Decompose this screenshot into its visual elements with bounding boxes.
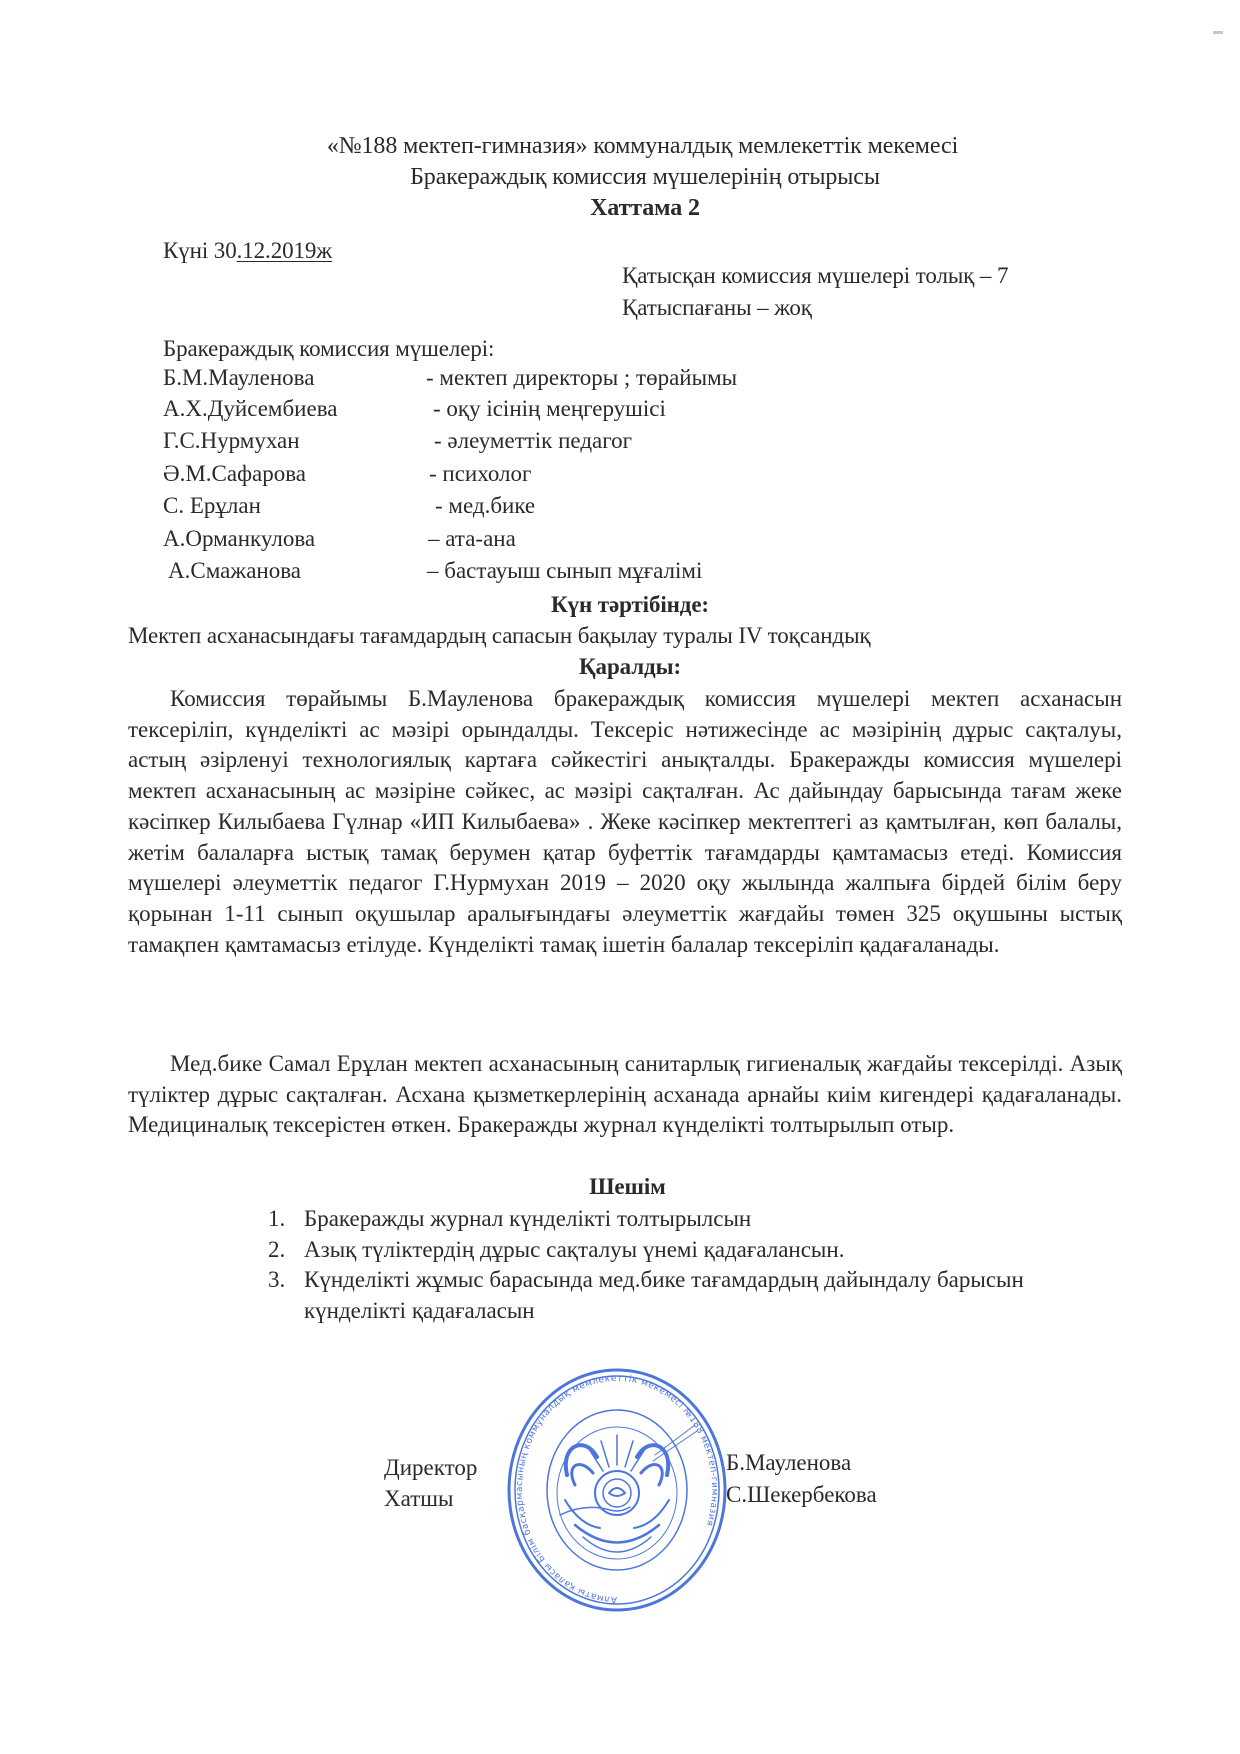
scan-mark — [1213, 31, 1223, 34]
date-value: .12.2019ж — [236, 238, 333, 263]
member-name: Г.С.Нурмухан — [163, 428, 300, 453]
member-name: С. Ерұлан — [163, 493, 261, 518]
member-name: А.Х.Дуйсембиева — [163, 396, 338, 421]
member-role: - мектеп директоры ; төрайымы — [426, 365, 738, 390]
item-text: Бракеражды журнал күнделікті толтырылсын — [304, 1206, 752, 1231]
meeting-title: Бракераждық комиссия мүшелерінің отырысы — [410, 164, 880, 190]
director-label: Директор — [384, 1455, 478, 1480]
members-heading: Бракераждық комиссия мүшелері: — [163, 336, 495, 361]
considered-paragraph-1 — [128, 684, 1122, 960]
member-name: Б.М.Мауленова — [163, 365, 315, 390]
member-role: - мед.бике — [435, 493, 536, 518]
protocol-title: Хаттама 2 — [590, 195, 700, 221]
item-number: 2. — [268, 1236, 286, 1262]
director-name: Б.Мауленова — [726, 1450, 852, 1475]
item-text: Күнделікті жұмыс барасында мед.бике тағамдардың дайындалу барысын күнделікті қадағаласын — [304, 1267, 1024, 1323]
paragraph-text: Мед.бике Самал Ерұлан мектеп асханасының санитарлық гигиеналық жағдайы тексерілді. Азық түліктер дұрыс сақталған. Асхана қызметкерлерінің асханада арнайы киім кигендері қадағаланады. Медициналық тексерістен өткен. Бракеражды журнал күнделікті толтырылып отыр. — [128, 1051, 1122, 1138]
member-name: Ә.М.Сафарова — [163, 461, 306, 486]
decision-item — [268, 1204, 1098, 1235]
agenda-heading: Күн тәртібінде: — [550, 592, 709, 617]
member-role: - оқу ісінің меңгерушісі — [433, 396, 666, 421]
member-role: – ата-ана — [428, 526, 516, 551]
meeting-date — [163, 236, 332, 266]
institution-title: «№188 мектеп-гимназия» коммуналдық мемлекеттік мекемесі — [326, 133, 959, 159]
considered-heading: Қаралды: — [578, 654, 682, 679]
attendance-absent: Қатыспағаны – жоқ — [622, 295, 812, 320]
date-label: Күні 30 — [163, 238, 237, 263]
decision-heading: Шешім — [589, 1174, 666, 1199]
agenda-text: Мектеп асханасындағы тағамдардың сапасын бақылау туралы IV тоқсандық — [128, 623, 871, 648]
secretary-label: Хатшы — [384, 1486, 454, 1511]
decision-item — [268, 1235, 1098, 1266]
decision-list — [268, 1204, 1098, 1326]
considered-paragraph-2 — [128, 1049, 1122, 1141]
paragraph-text: Комиссия төрайымы Б.Мауленова бракераждық комиссия мүшелері мектеп асханасын тексеріліп, күнделікті ас мәзірі орындалды. Тексеріс нәтижесінде ас мәзірінің дұрыс сақталуы, астың әзірленуі технологиялық картаға сәйкестігі анықталды. Бракеражды комиссия мүшелері мектеп асханасының ас мәзіріне сәйкес, ас мәзірі сақталған. Ас дайындау барысында тағам жеке кәсіпкер Килыбаева Гүлнар «ИП Килыбаева» . Жеке кәсіпкер мектептегі аз қамтылған, көп балалы, жетім балаларға ыстық тамақ берумен қатар буфеттік тағамдарды қамтамасыз етеді. Комиссия мүшелері әлеуметтік педагог Г.Нурмухан 2019 – 2020 оқу жылында жалпыға бірдей білім беру қорынан 1-11 сынып оқушылар аралығындағы әлеуметтік жағдайы төмен 325 оқушыны ыстық тамақпен қамтамасыз етілуде. Күнделікті тамақ ішетін балалар тексеріліп қадағаланады. — [128, 686, 1122, 957]
member-name: А.Смажанова — [168, 558, 301, 583]
member-role: – бастауыш сынып мұғалімі — [427, 558, 703, 583]
item-number: 3. — [268, 1267, 286, 1292]
official-stamp — [505, 1365, 730, 1615]
member-name: А.Орманкулова — [163, 526, 316, 551]
item-number: 1. — [268, 1206, 286, 1231]
decision-item — [268, 1265, 1098, 1326]
member-role: - әлеуметтік педагог — [434, 428, 633, 453]
member-role: - психолог — [429, 461, 532, 486]
item-text: Азық түліктердің дұрыс сақталуы үнемі қадағалансын. — [304, 1236, 845, 1262]
stamp-ring-text: Алматы қаласы Білім басқармасының коммуналдық мемлекеттік мекемесі №188 мектеп-гимназия — [515, 1373, 720, 1605]
attendance-present: Қатысқан комиссия мүшелері толық – 7 — [622, 263, 1009, 288]
secretary-name: С.Шекербекова — [726, 1482, 877, 1507]
